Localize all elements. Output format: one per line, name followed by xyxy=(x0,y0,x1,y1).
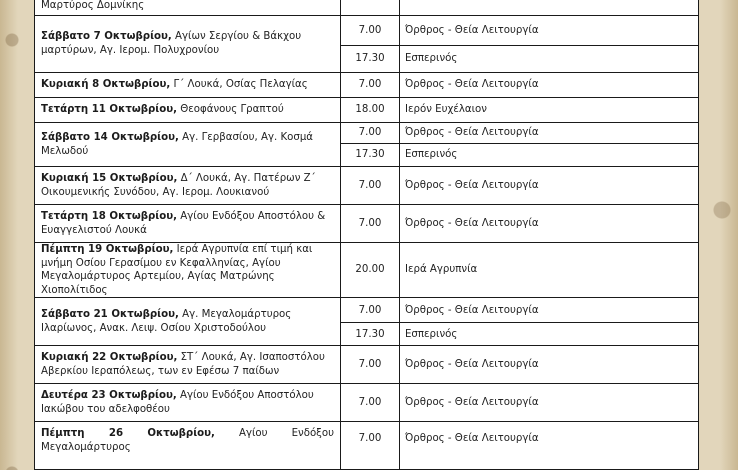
time-cell xyxy=(341,0,400,16)
service-cell: Όρθρος - Θεία Λειτουργία xyxy=(400,422,699,470)
day-description: Αγίου Ενδόξου Μεγαλομάρτυρος xyxy=(41,428,334,453)
time-cell: 20.00 xyxy=(341,243,400,298)
day-description: Αγ. Γερβασίου, Αγ. Κοσμά Μελωδού xyxy=(41,131,314,157)
service-cell: Όρθρος - Θεία Λειτουργία xyxy=(400,346,699,384)
time-cell: 7.00 xyxy=(341,422,400,470)
day-cell xyxy=(35,16,341,73)
time-cell: 7.00 xyxy=(341,16,400,46)
table-row xyxy=(35,422,699,470)
day-cell xyxy=(35,73,341,98)
service-cell: Όρθρος - Θεία Λειτουργία xyxy=(400,205,699,243)
day-date: Δευτέρα 23 Οκτωβρίου, xyxy=(41,390,177,402)
service-cell: Όρθρος - Θεία Λειτουργία xyxy=(400,167,699,205)
table-row xyxy=(35,167,699,205)
service-cell: Όρθρος - Θεία Λειτουργία xyxy=(400,384,699,422)
table-row xyxy=(35,384,699,422)
day-description: Γ΄ Λουκά, Οσίας Πελαγίας xyxy=(173,79,308,91)
service-cell: Όρθρος - Θεία Λειτουργία xyxy=(400,123,699,144)
day-date: Κυριακή 22 Οκτωβρίου, xyxy=(41,352,178,364)
day-description: Ιερά Αγρυπνία επί τιμή και μνήμη Οσίου Γερασίμου εν Κεφαλληνίας, Αγίου Μεγαλομάρτυρος Αρτεμίου, Αγίας Ματρώνης Χιοπολίτιδος xyxy=(41,244,313,296)
day-description: ΣΤ΄ Λουκά, Αγ. Ισαποστόλου Αβερκίου Ιεραπόλεως, των εν Εφέσω 7 παίδων xyxy=(41,352,325,377)
day-cell xyxy=(35,98,341,123)
day-cell xyxy=(35,422,341,470)
service-cell: Όρθρος - Θεία Λειτουργία xyxy=(400,73,699,98)
time-cell: 17.30 xyxy=(341,46,400,73)
service-cell: Ιερά Αγρυπνία xyxy=(400,243,699,298)
day-date: Σάββατο 21 Οκτωβρίου, xyxy=(41,309,179,321)
day-cell xyxy=(35,123,341,167)
table-row xyxy=(35,73,699,98)
day-cell xyxy=(35,346,341,384)
service-schedule-table xyxy=(34,0,699,470)
table-row xyxy=(35,298,699,323)
day-description: Αγ. Μεγαλομάρτυρος Ιλαρίωνος, Ανακ. Λειψ. Οσίου Χριστοδούλου xyxy=(41,309,292,334)
day-date: Κυριακή 8 Οκτωβρίου, xyxy=(41,79,171,91)
day-description: Αγίων Σεργίου & Βάκχου μαρτύρων, Αγ. Ιερομ. Πολυχρονίου xyxy=(41,31,302,56)
time-cell: 7.00 xyxy=(341,167,400,205)
day-date: Σάββατο 7 Οκτωβρίου, xyxy=(41,31,172,43)
time-cell: 7.00 xyxy=(341,205,400,243)
day-description: Μαρτύρος Δομνίκης xyxy=(41,0,145,12)
time-cell: 17.30 xyxy=(341,323,400,346)
table-row xyxy=(35,123,699,144)
time-cell: 7.00 xyxy=(341,123,400,144)
time-cell: 7.00 xyxy=(341,346,400,384)
time-cell: 18.00 xyxy=(341,98,400,123)
service-cell: Εσπερινός xyxy=(400,46,699,73)
day-date: Πέμπτη 19 Οκτωβρίου, xyxy=(41,244,174,255)
time-cell: 17.30 xyxy=(341,144,400,167)
day-date: Κυριακή 15 Οκτωβρίου, xyxy=(41,172,178,184)
table-row xyxy=(35,243,699,298)
service-cell: Όρθρος - Θεία Λειτουργία xyxy=(400,298,699,323)
day-cell xyxy=(35,243,341,298)
table-row xyxy=(35,346,699,384)
time-cell: 7.00 xyxy=(341,73,400,98)
table-row xyxy=(35,98,699,123)
day-date: Τετάρτη 11 Οκτωβρίου, xyxy=(41,104,177,116)
time-cell: 7.00 xyxy=(341,298,400,323)
service-cell: Εσπερινός xyxy=(400,323,699,346)
day-description: Αγίου Ενδόξου Αποστόλου & Ευαγγελιστού Λουκά xyxy=(41,210,326,236)
day-date: Πέμπτη 26 Οκτωβρίου, xyxy=(41,428,215,440)
day-cell xyxy=(35,298,341,346)
service-cell: Εσπερινός xyxy=(400,144,699,167)
service-cell xyxy=(400,0,699,16)
day-cell xyxy=(35,384,341,422)
day-date: Τετάρτη 18 Οκτωβρίου, xyxy=(41,210,177,222)
service-cell: Ιερόν Ευχέλαιον xyxy=(400,98,699,123)
table-row xyxy=(35,205,699,243)
service-cell: Όρθρος - Θεία Λειτουργία xyxy=(400,16,699,46)
day-description: Αγίου Ενδόξου Αποστόλου Ιακώβου του αδελφοθέου xyxy=(41,390,314,415)
day-cell xyxy=(35,0,341,16)
table-row xyxy=(35,0,699,16)
day-cell xyxy=(35,205,341,243)
table-row xyxy=(35,16,699,46)
day-date: Σάββατο 14 Οκτωβρίου, xyxy=(41,131,179,143)
day-description: Θεοφάνους Γραπτού xyxy=(180,104,284,116)
day-cell xyxy=(35,167,341,205)
day-description: Δ΄ Λουκά, Αγ. Πατέρων Ζ΄ Οικουμενικής Συνόδου, Αγ. Ιερομ. Λουκιανού xyxy=(41,172,316,198)
time-cell: 7.00 xyxy=(341,384,400,422)
